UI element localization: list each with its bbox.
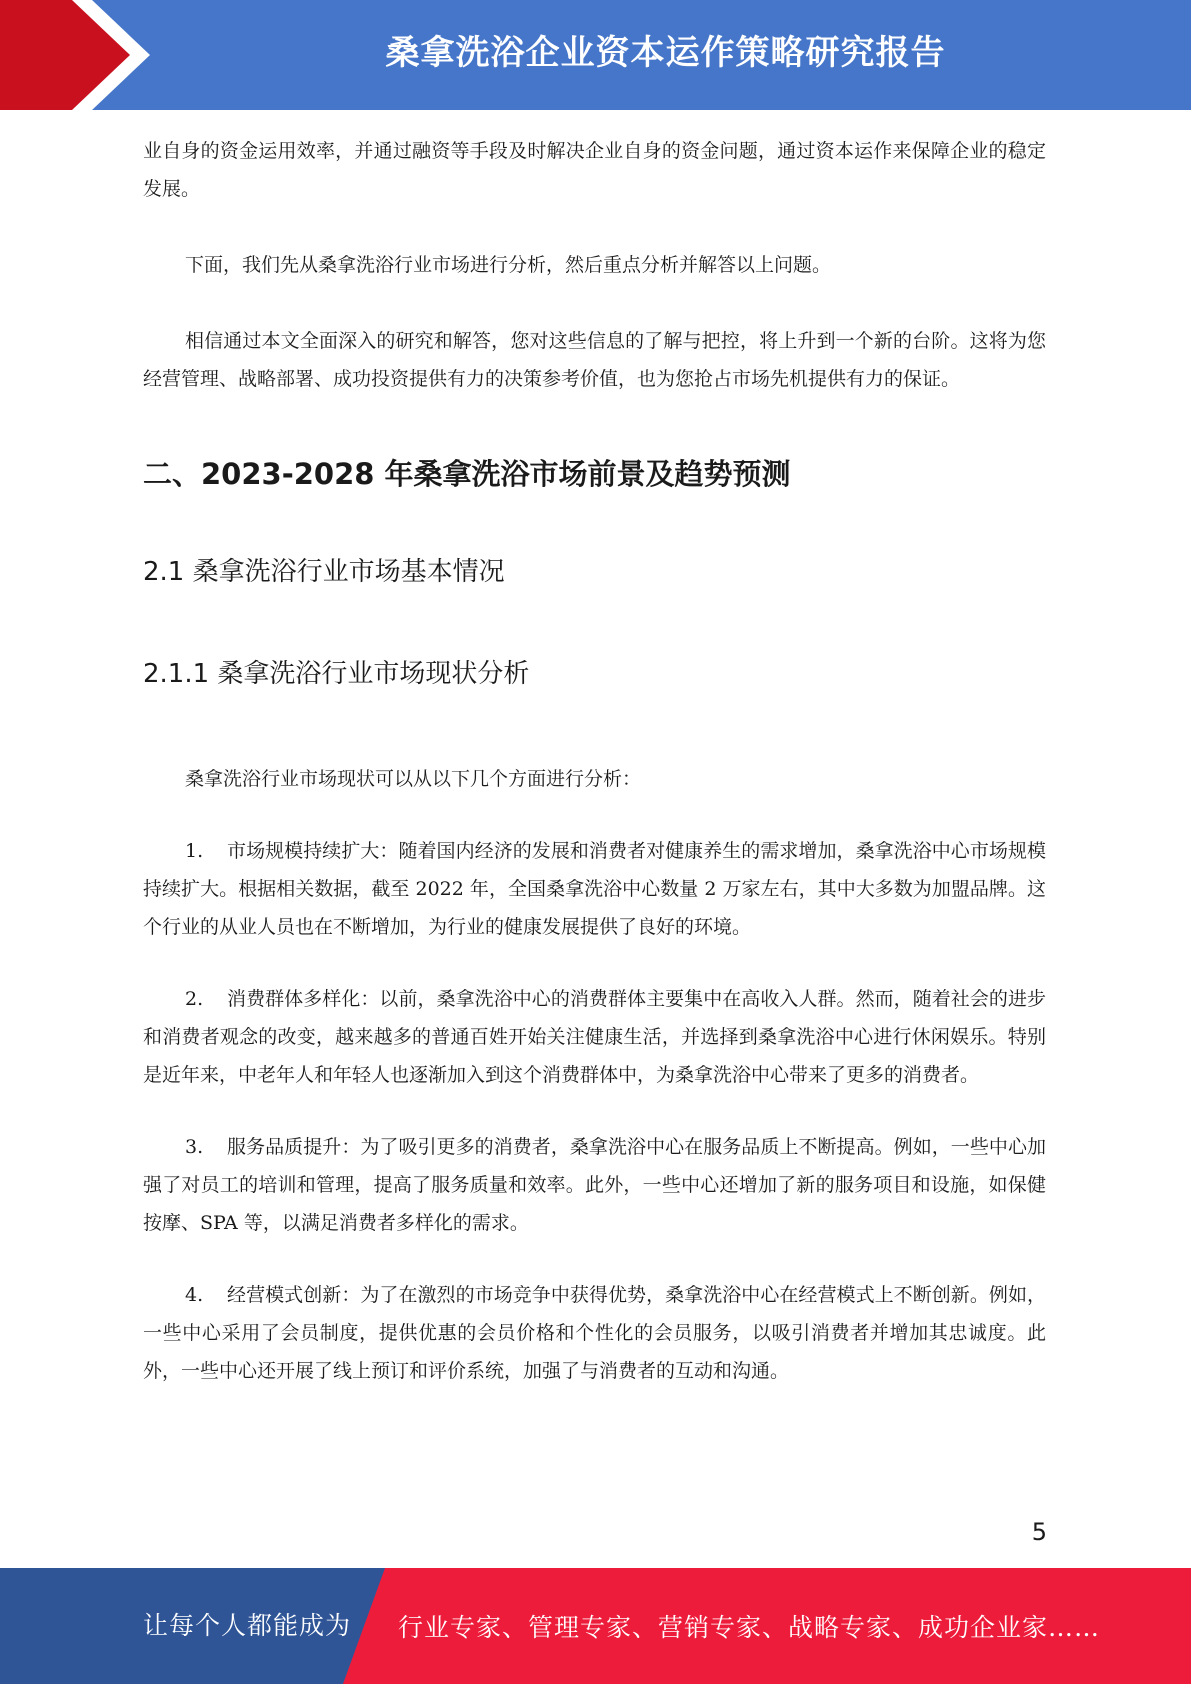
- paragraph-value: 相信通过本文全面深入的研究和解答，您对这些信息的了解与把控，将上升到一个新的台阶。这将为您经营管理、战略部署、成功投资提供有力的决策参考价值，也为您抢占市场先机提供有力的保证。: [143, 330, 1046, 390]
- list-item: [143, 832, 1046, 946]
- list-item-text: 经营模式创新：为了在激烈的市场竞争中获得优势，桑拿洗浴中心在经营模式上不断创新。例如，一些中心采用了会员制度，提供优惠的会员价格和个性化的会员服务，以吸引消费者并增加其忠诚度。此外，一些中心还开展了线上预订和评价系统，加强了与消费者的互动和沟通。: [143, 1284, 1046, 1382]
- list-item-number: 2.: [185, 988, 204, 1010]
- list-item-number: 1.: [185, 840, 204, 862]
- paragraph-continuation: 业自身的资金运用效率，并通过融资等手段及时解决企业自身的资金问题，通过资本运作来保障企业的稳定发展。: [143, 140, 1046, 200]
- footer-slogan-roles: 行业专家、管理专家、营销专家、战略专家、成功企业家……: [398, 1613, 1101, 1642]
- list-item-text: 服务品质提升：为了吸引更多的消费者，桑拿洗浴中心在服务品质上不断提高。例如，一些中心加强了对员工的培训和管理，提高了服务质量和效率。此外，一些中心还增加了新的服务项目和设施，如保健按摩、SPA 等，以满足消费者多样化的需求。: [143, 1136, 1046, 1234]
- list-item: [143, 980, 1046, 1094]
- page-number: 5: [1031, 1518, 1047, 1546]
- list-intro: 桑拿洗浴行业市场现状可以从以下几个方面进行分析：: [185, 768, 642, 790]
- section-heading: 二、2023-2028 年桑拿洗浴市场前景及趋势预测: [143, 457, 791, 491]
- list-item-number: 4.: [185, 1284, 204, 1306]
- page-body: [143, 132, 1046, 1390]
- report-title: 桑拿洗浴企业资本运作策略研究报告: [385, 33, 946, 73]
- page-header: [0, 0, 1191, 110]
- paragraph-transition: 下面，我们先从桑拿洗浴行业市场进行分析，然后重点分析并解答以上问题。: [185, 254, 832, 276]
- subsubsection-heading: 2.1.1 桑拿洗浴行业市场现状分析: [143, 659, 530, 689]
- list-item-number: 3.: [185, 1136, 204, 1158]
- page-footer: [0, 1568, 1191, 1684]
- list-item: [143, 1276, 1046, 1390]
- list-item: [143, 1128, 1046, 1242]
- footer-slogan-lead: 让每个人都能成为: [143, 1611, 352, 1640]
- subsection-heading: 2.1 桑拿洗浴行业市场基本情况: [143, 557, 505, 587]
- list-item-text: 市场规模持续扩大：随着国内经济的发展和消费者对健康养生的需求增加，桑拿洗浴中心市场规模持续扩大。根据相关数据，截至 2022 年，全国桑拿洗浴中心数量 2 万家左右，其中大多数为加盟品牌。这个行业的从业人员也在不断增加，为行业的健康发展提供了良好的环境。: [143, 840, 1046, 938]
- header-arrow-icon: [0, 0, 150, 110]
- list-item-text: 消费群体多样化：以前，桑拿洗浴中心的消费群体主要集中在高收入人群。然而，随着社会的进步和消费者观念的改变，越来越多的普通百姓开始关注健康生活，并选择到桑拿洗浴中心进行休闲娱乐。特别是近年来，中老年人和年轻人也逐渐加入到这个消费群体中，为桑拿洗浴中心带来了更多的消费者。: [143, 988, 1046, 1086]
